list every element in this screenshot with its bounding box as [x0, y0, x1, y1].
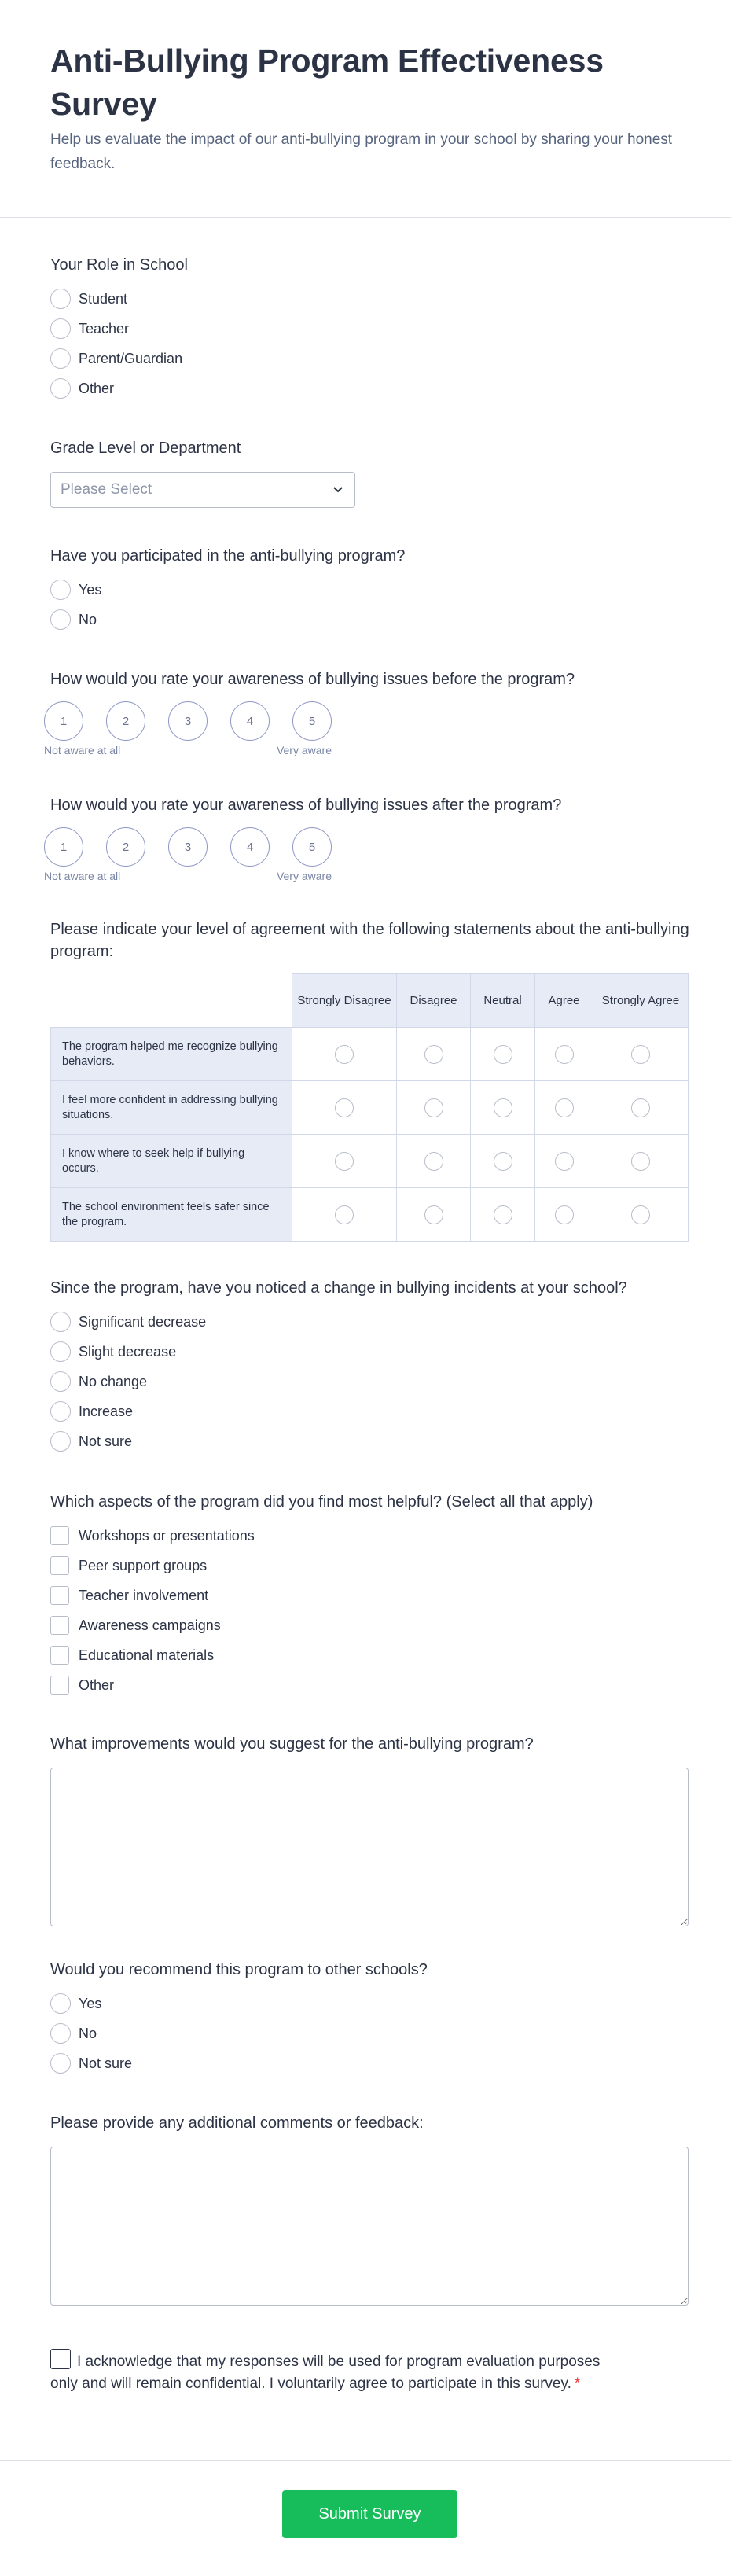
radio-option[interactable]: Not sure	[50, 1426, 627, 1456]
question-participated	[0, 545, 447, 635]
rating-scale	[44, 827, 561, 867]
radio-button[interactable]	[50, 378, 71, 399]
checkbox-option[interactable]: Teacher involvement	[50, 1581, 593, 1610]
question-aspects	[0, 1491, 635, 1700]
radio-button[interactable]	[50, 609, 71, 630]
matrix-column-header: Neutral	[471, 974, 535, 1028]
matrix-radio[interactable]	[631, 1205, 650, 1224]
matrix-radio[interactable]	[494, 1098, 512, 1117]
comments-textarea[interactable]	[50, 2147, 689, 2306]
checkbox[interactable]	[50, 1526, 69, 1545]
matrix-radio[interactable]	[631, 1152, 650, 1171]
radio-option[interactable]: No change	[50, 1367, 627, 1397]
question-role	[0, 254, 230, 403]
radio-button[interactable]	[50, 1341, 71, 1362]
radio-button[interactable]	[50, 1431, 71, 1452]
agreement-matrix	[50, 973, 689, 1242]
radio-button[interactable]	[50, 2023, 71, 2044]
scale-option[interactable]: 1	[44, 827, 83, 867]
matrix-column-header: Strongly Disagree	[292, 974, 397, 1028]
matrix-row	[51, 1028, 689, 1081]
matrix-radio[interactable]	[335, 1045, 354, 1064]
question-label: Would you recommend this program to other schools?	[50, 1961, 428, 1978]
matrix-column-header: Disagree	[397, 974, 471, 1028]
matrix-column-header: Strongly Agree	[593, 974, 689, 1028]
checkbox-option[interactable]: Workshops or presentations	[50, 1521, 593, 1551]
matrix-radio[interactable]	[555, 1098, 574, 1117]
scale-min-label: Not aware at all	[44, 744, 121, 756]
scale-option[interactable]: 2	[106, 827, 145, 867]
matrix-radio[interactable]	[555, 1205, 574, 1224]
chevron-down-icon	[331, 482, 345, 496]
improvements-textarea[interactable]	[50, 1768, 689, 1926]
scale-option[interactable]: 3	[168, 827, 208, 867]
question-label: Your Role in School	[50, 256, 188, 274]
form-header	[0, 0, 731, 218]
question-label: Please indicate your level of agreement with the following statements about the anti-bullying program:	[50, 921, 689, 960]
matrix-radio[interactable]	[631, 1045, 650, 1064]
radio-option[interactable]: Yes	[50, 1989, 428, 2018]
checkbox[interactable]	[50, 1586, 69, 1605]
question-improvements	[0, 1733, 731, 1926]
radio-option[interactable]: No	[50, 605, 405, 635]
radio-option[interactable]: Slight decrease	[50, 1337, 627, 1367]
radio-option[interactable]: Yes	[50, 575, 405, 605]
radio-button[interactable]	[50, 289, 71, 309]
consent-checkbox[interactable]	[50, 2349, 71, 2369]
radio-option[interactable]: Other	[50, 374, 188, 403]
question-label: What improvements would you suggest for the anti-bullying program?	[50, 1735, 534, 1753]
question-grade	[0, 437, 398, 508]
question-awareness-before	[0, 668, 617, 756]
checkbox-option[interactable]: Other	[50, 1670, 593, 1700]
required-mark: *	[574, 2375, 581, 2392]
question-label: Grade Level or Department	[50, 440, 241, 457]
question-label: Which aspects of the program did you find most helpful? (Select all that apply)	[50, 1493, 593, 1511]
checkbox-option[interactable]: Peer support groups	[50, 1551, 593, 1581]
scale-option[interactable]: 3	[168, 701, 208, 741]
matrix-radio[interactable]	[494, 1205, 512, 1224]
radio-button[interactable]	[50, 348, 71, 369]
question-comments	[0, 2112, 731, 2306]
matrix-row-label: The program helped me recognize bullying behaviors.	[51, 1028, 292, 1081]
question-label: How would you rate your awareness of bullying issues before the program?	[50, 671, 575, 688]
radio-option[interactable]: No	[50, 2018, 428, 2048]
checkbox[interactable]	[50, 1646, 69, 1665]
matrix-radio[interactable]	[631, 1098, 650, 1117]
question-label: Please provide any additional comments or feedback:	[50, 2114, 424, 2132]
matrix-row	[51, 1188, 689, 1242]
matrix-radio[interactable]	[555, 1152, 574, 1171]
consent-text: I acknowledge that my responses will be used for program evaluation purposes only and will remain confidential. I voluntarily agree to participate in this survey.	[50, 2353, 601, 2392]
rating-scale	[44, 701, 575, 741]
scale-option[interactable]: 5	[292, 827, 332, 867]
scale-max-label: Very aware	[276, 744, 332, 756]
radio-option[interactable]: Parent/Guardian	[50, 344, 188, 374]
submit-button[interactable]: Submit Survey	[282, 2490, 457, 2538]
matrix-column-header: Agree	[535, 974, 593, 1028]
form-footer	[0, 2460, 731, 2576]
question-label: Have you participated in the anti-bullying program?	[50, 547, 406, 565]
matrix-radio[interactable]	[424, 1045, 443, 1064]
radio-option[interactable]: Teacher	[50, 314, 188, 344]
matrix-radio[interactable]	[424, 1098, 443, 1117]
scale-option[interactable]: 1	[44, 701, 83, 741]
matrix-radio[interactable]	[335, 1098, 354, 1117]
radio-option[interactable]: Not sure	[50, 2048, 428, 2078]
radio-option[interactable]: Student	[50, 284, 188, 314]
matrix-row	[51, 1081, 689, 1135]
scale-max-label: Very aware	[276, 870, 332, 882]
matrix-radio[interactable]	[555, 1045, 574, 1064]
radio-button[interactable]	[50, 318, 71, 339]
radio-button[interactable]	[50, 2053, 71, 2074]
matrix-row-label: I feel more confident in addressing bullying situations.	[51, 1081, 292, 1135]
scale-option[interactable]: 4	[230, 827, 270, 867]
radio-button[interactable]	[50, 1371, 71, 1392]
scale-option[interactable]: 2	[106, 701, 145, 741]
checkbox-option[interactable]: Awareness campaigns	[50, 1610, 593, 1640]
grade-select[interactable]	[50, 472, 355, 508]
radio-button[interactable]	[50, 1993, 71, 2014]
page-subtitle: Help us evaluate the impact of our anti-bullying program in your school by sharing your honest feedback.	[50, 131, 673, 172]
checkbox-option[interactable]: Educational materials	[50, 1640, 593, 1670]
question-recommend	[0, 1959, 470, 2078]
checkbox[interactable]	[50, 1616, 69, 1635]
page-title: Anti-Bullying Program Effectiveness Survey	[50, 42, 604, 122]
question-label: Since the program, have you noticed a change in bullying incidents at your school?	[50, 1279, 627, 1297]
matrix-radio[interactable]	[494, 1045, 512, 1064]
radio-button[interactable]	[50, 1312, 71, 1332]
matrix-radio[interactable]	[424, 1152, 443, 1171]
radio-option[interactable]: Increase	[50, 1397, 627, 1426]
matrix-radio[interactable]	[424, 1205, 443, 1224]
scale-min-label: Not aware at all	[44, 870, 121, 882]
scale-option[interactable]: 5	[292, 701, 332, 741]
question-incidents	[0, 1277, 670, 1456]
question-agreement	[0, 918, 731, 1242]
matrix-row-label: The school environment feels safer since the program.	[51, 1188, 292, 1242]
scale-option[interactable]: 4	[230, 701, 270, 741]
matrix-radio[interactable]	[494, 1152, 512, 1171]
checkbox[interactable]	[50, 1676, 69, 1695]
matrix-row	[51, 1135, 689, 1188]
matrix-radio[interactable]	[335, 1205, 354, 1224]
consent-field	[0, 2349, 659, 2395]
radio-option[interactable]: Significant decrease	[50, 1307, 627, 1337]
matrix-radio[interactable]	[335, 1152, 354, 1171]
question-awareness-after	[0, 794, 604, 882]
radio-button[interactable]	[50, 1401, 71, 1422]
checkbox[interactable]	[50, 1556, 69, 1575]
matrix-row-label: I know where to seek help if bullying occurs.	[51, 1135, 292, 1188]
radio-button[interactable]	[50, 580, 71, 600]
select-placeholder: Please Select	[61, 481, 152, 498]
question-label: How would you rate your awareness of bullying issues after the program?	[50, 797, 562, 814]
